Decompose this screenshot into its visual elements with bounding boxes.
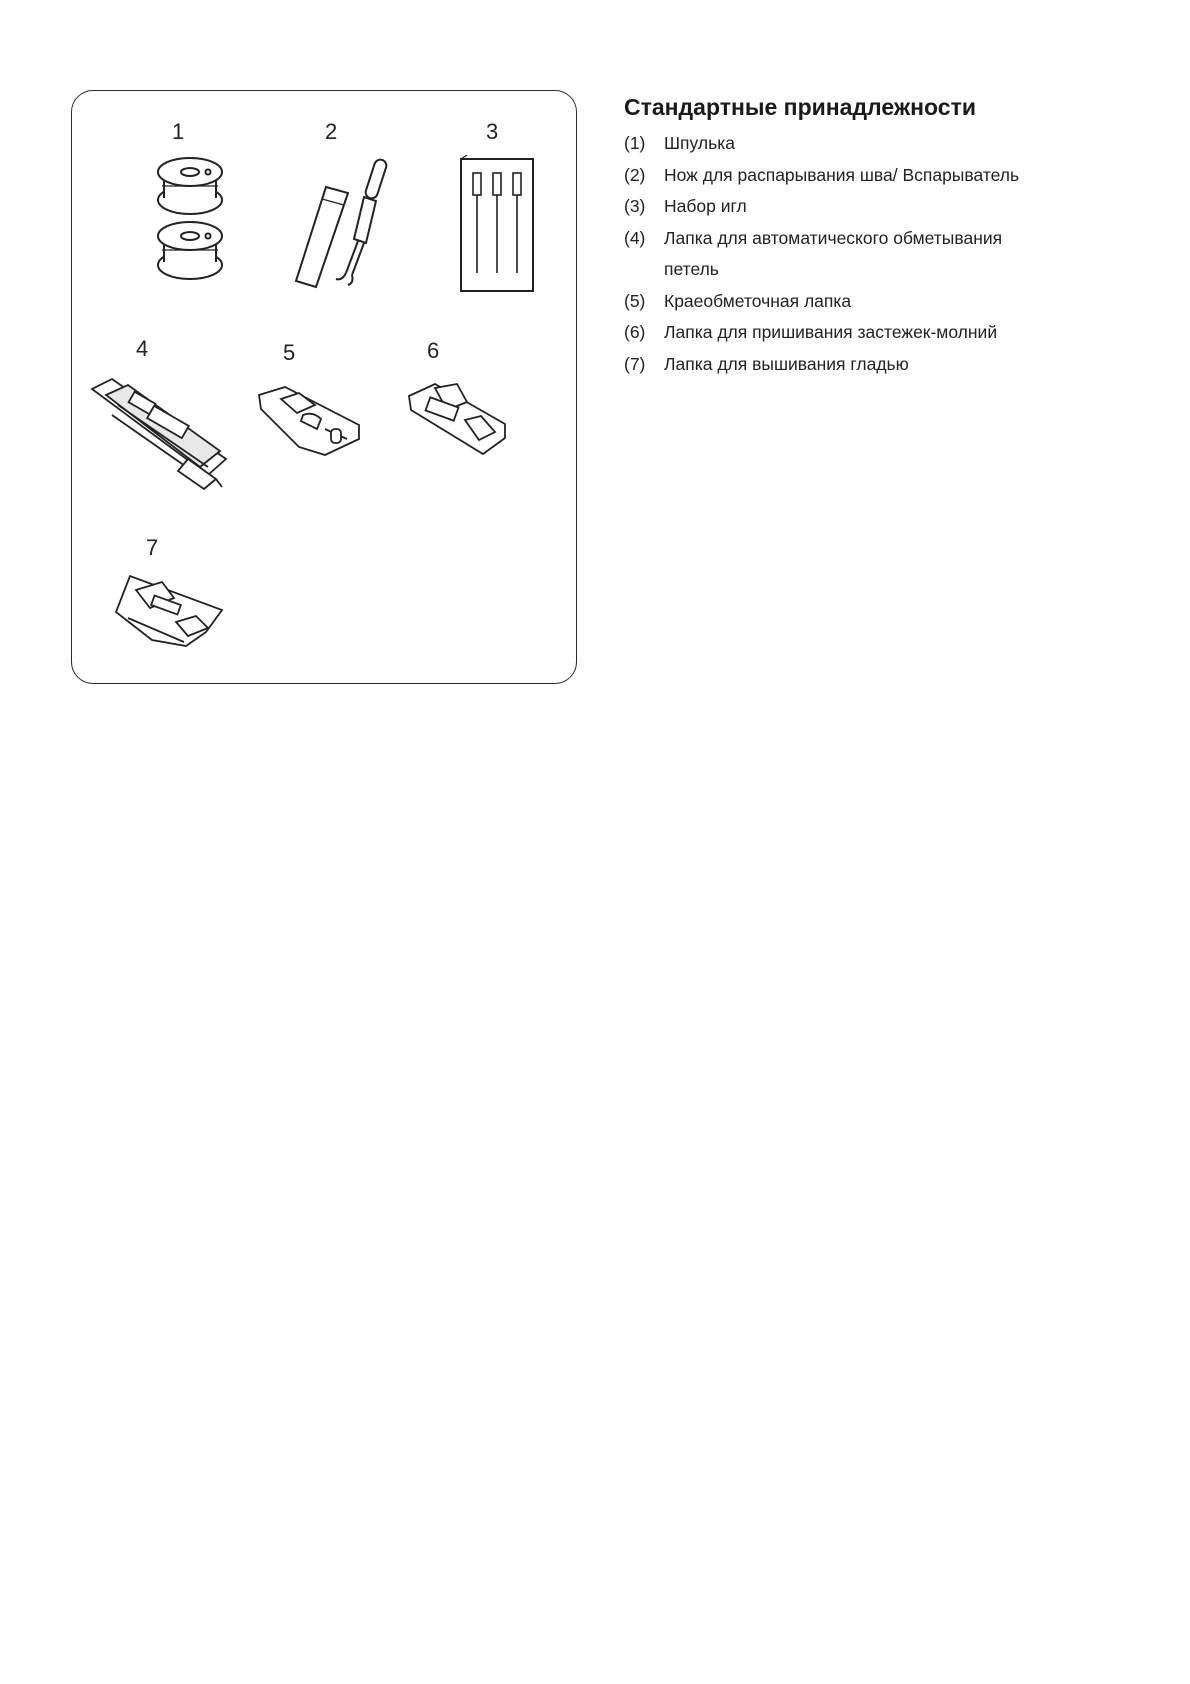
overcasting-foot-illustration — [255, 385, 365, 460]
item-number: (2) — [624, 164, 646, 185]
accessories-list — [624, 128, 1019, 380]
zipper-foot-illustration — [405, 380, 510, 460]
list-item — [624, 128, 1019, 160]
item-text-continuation: петель — [664, 259, 719, 279]
figure-label-6: 6 — [427, 338, 440, 363]
item-number: (7) — [624, 353, 646, 374]
list-item — [624, 286, 1019, 318]
page-title: Стандартные принадлежности — [624, 94, 976, 120]
list-item — [624, 349, 1019, 381]
item-text: Лапка для автоматического обметывания — [664, 227, 1003, 248]
item-number: (3) — [624, 196, 646, 216]
item-number: (5) — [624, 290, 646, 311]
needle-set-illustration — [457, 155, 537, 295]
list-item — [624, 223, 1019, 286]
list-item — [624, 160, 1019, 192]
figure-label-4: 4 — [136, 336, 149, 361]
item-text: Набор игл — [664, 196, 747, 216]
item-number: (4) — [624, 227, 646, 248]
item-text: Нож для распарывания шва/ Вспарыватель — [664, 164, 1020, 185]
list-item — [624, 191, 1019, 223]
item-number: (1) — [624, 133, 646, 153]
bobbin-illustration — [150, 150, 230, 285]
satin-stitch-foot-illustration — [112, 570, 232, 660]
figure-label-5: 5 — [283, 340, 296, 365]
figure-label-1: 1 — [172, 119, 185, 144]
item-number: (6) — [624, 322, 646, 342]
list-item — [624, 317, 1019, 349]
seam-ripper-illustration — [292, 155, 412, 290]
item-text: Шпулька — [664, 133, 735, 153]
item-text: Лапка для вышивания гладью — [664, 353, 909, 374]
figure-label-2: 2 — [325, 119, 338, 144]
figure-label-3: 3 — [486, 119, 499, 144]
buttonhole-foot-illustration — [88, 375, 233, 495]
item-text: Краеобметочная лапка — [664, 290, 852, 311]
item-text: Лапка для пришивания застежек-молний — [664, 322, 998, 342]
figure-label-7: 7 — [146, 535, 159, 560]
